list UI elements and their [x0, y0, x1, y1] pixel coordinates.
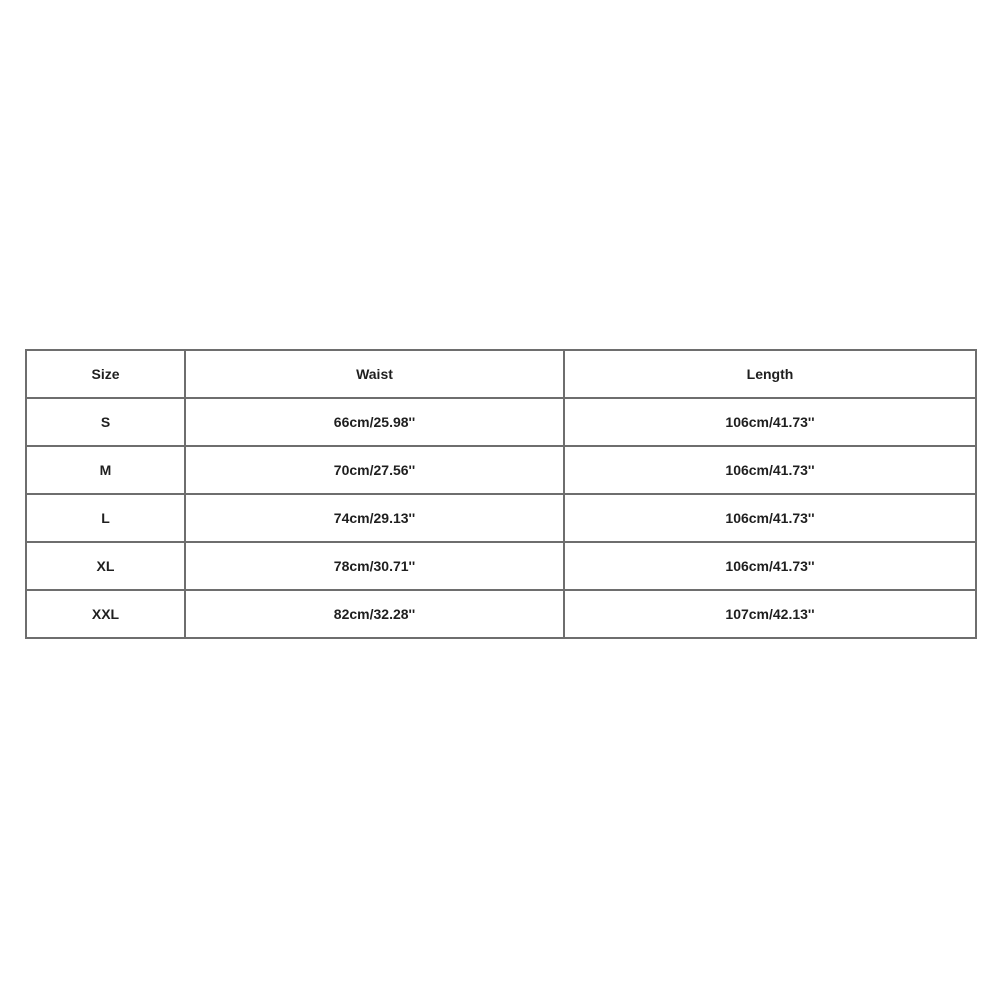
cell-length: 106cm/41.73'' — [564, 494, 976, 542]
header-waist: Waist — [185, 350, 564, 398]
table-row — [26, 398, 976, 446]
cell-length: 106cm/41.73'' — [564, 398, 976, 446]
header-size: Size — [26, 350, 185, 398]
table-row — [26, 590, 976, 638]
table-row — [26, 542, 976, 590]
table-row — [26, 446, 976, 494]
cell-size: L — [26, 494, 185, 542]
cell-size: XXL — [26, 590, 185, 638]
table-header-row — [26, 350, 976, 398]
cell-length: 106cm/41.73'' — [564, 446, 976, 494]
cell-size: M — [26, 446, 185, 494]
cell-waist: 66cm/25.98'' — [185, 398, 564, 446]
cell-length: 107cm/42.13'' — [564, 590, 976, 638]
cell-waist: 74cm/29.13'' — [185, 494, 564, 542]
cell-waist: 70cm/27.56'' — [185, 446, 564, 494]
cell-waist: 82cm/32.28'' — [185, 590, 564, 638]
table-row — [26, 494, 976, 542]
size-chart-table — [25, 349, 977, 639]
cell-size: XL — [26, 542, 185, 590]
cell-waist: 78cm/30.71'' — [185, 542, 564, 590]
header-length: Length — [564, 350, 976, 398]
cell-size: S — [26, 398, 185, 446]
cell-length: 106cm/41.73'' — [564, 542, 976, 590]
